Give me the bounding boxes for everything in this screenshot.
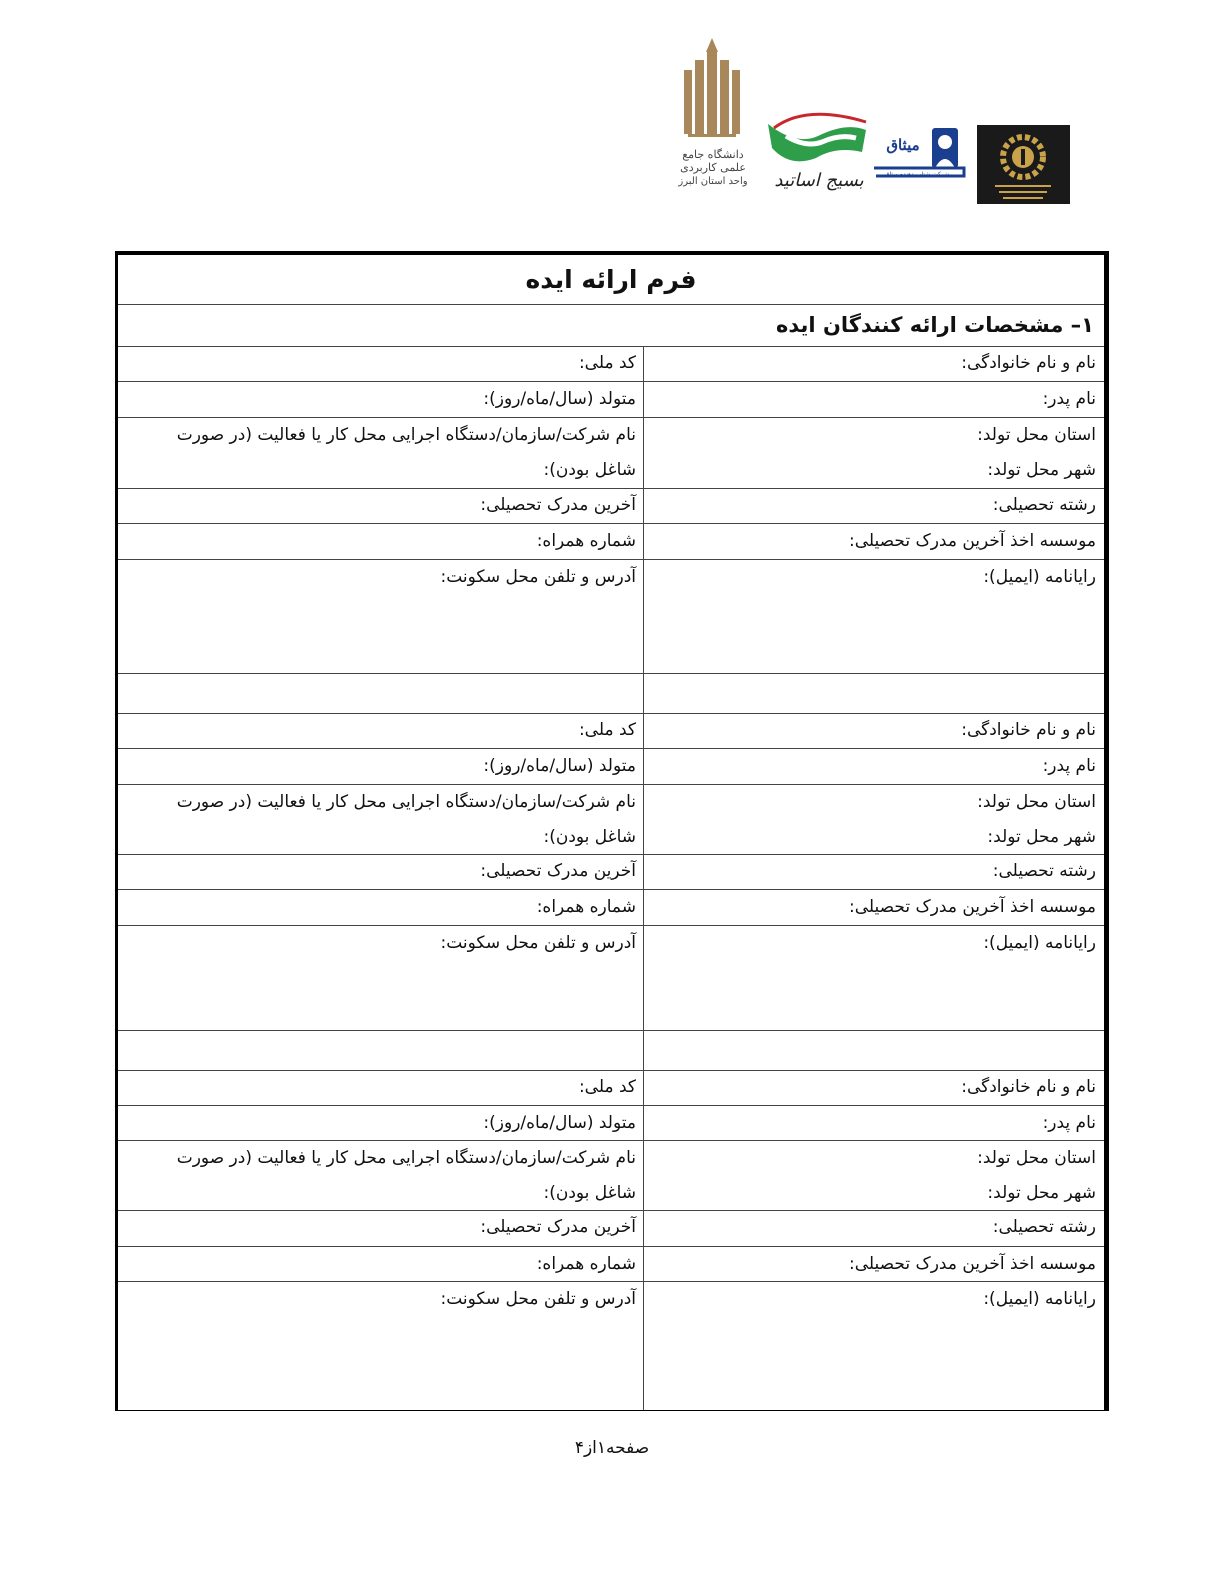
birth-date-label: متولد (سال/ماه/روز): — [483, 1113, 636, 1133]
full-name-label: نام و نام خانوادگی: — [961, 720, 1096, 740]
person-2-row-name — [118, 714, 1104, 749]
employer-label-line1: نام شرکت/سازمان/دستگاه اجرایی محل کار یا فعالیت (در صورت — [176, 1148, 636, 1168]
birth-place-field[interactable] — [643, 1141, 1104, 1210]
employer-label-line1: نام شرکت/سازمان/دستگاه اجرایی محل کار یا فعالیت (در صورت — [176, 425, 636, 445]
full-name-field[interactable] — [643, 347, 1104, 381]
national-code-label: کد ملی: — [578, 1077, 636, 1097]
full-name-label: نام و نام خانوادگی: — [961, 1077, 1096, 1097]
field-of-study-field[interactable] — [643, 489, 1104, 523]
email-field[interactable] — [643, 1282, 1104, 1410]
institution-label: موسسه اخذ آخرین مدرک تحصیلی: — [848, 531, 1096, 551]
last-degree-label: آخرین مدرک تحصیلی: — [480, 861, 636, 881]
uast-logo-text-1: دانشگاه جامع علمی کاربردی — [680, 148, 746, 174]
spacer-cell — [643, 1031, 1104, 1070]
birth-place-field[interactable] — [643, 418, 1104, 488]
field-of-study-label: رشته تحصیلی: — [992, 861, 1096, 881]
birth-city-label: شهر محل تولد: — [987, 460, 1096, 480]
mobile-label: شماره همراه: — [536, 897, 636, 917]
person-1-row-institution — [118, 524, 1104, 560]
misagh-logo-title: میثاق — [886, 136, 920, 154]
basij-logo-text: بسیج اساتید — [774, 170, 864, 191]
father-name-label: نام پدر: — [1042, 1113, 1096, 1133]
person-1-row-father — [118, 382, 1104, 418]
email-field[interactable] — [643, 560, 1104, 673]
spacer-cell — [118, 674, 646, 713]
spacer-row-1 — [118, 674, 1104, 714]
employer-field[interactable] — [118, 418, 646, 488]
mobile-label: شماره همراه: — [536, 531, 636, 551]
father-name-field[interactable] — [643, 1106, 1104, 1140]
employer-label-line2: شاغل بودن): — [543, 827, 636, 847]
basij-emblem-icon — [766, 106, 872, 206]
birth-date-field[interactable] — [118, 749, 646, 784]
father-name-label: نام پدر: — [1042, 389, 1096, 409]
misagh-logo — [872, 124, 972, 184]
person-1-row-contact — [118, 560, 1104, 674]
employer-label-line2: شاغل بودن): — [543, 1183, 636, 1203]
field-of-study-label: رشته تحصیلی: — [992, 495, 1096, 515]
father-name-field[interactable] — [643, 749, 1104, 784]
field-of-study-label: رشته تحصیلی: — [992, 1217, 1096, 1237]
father-name-label: نام پدر: — [1042, 756, 1096, 776]
employer-label-line2: شاغل بودن): — [543, 460, 636, 480]
national-code-field[interactable] — [118, 714, 646, 748]
uast-logo-text-2: واحد استان البرز — [678, 176, 748, 187]
mobile-field[interactable] — [118, 1247, 646, 1281]
person-1-row-name — [118, 347, 1104, 382]
last-degree-field[interactable] — [118, 1211, 646, 1246]
address-phone-label: آدرس و تلفن محل سکونت: — [440, 1289, 636, 1309]
person-3-row-father — [118, 1106, 1104, 1141]
birth-province-label: استان محل تولد: — [977, 1148, 1096, 1168]
person-2-row-father — [118, 749, 1104, 785]
spacer-cell — [643, 674, 1104, 713]
birth-province-label: استان محل تولد: — [977, 792, 1096, 812]
mobile-label: شماره همراه: — [536, 1254, 636, 1274]
institution-field[interactable] — [643, 890, 1104, 925]
mobile-field[interactable] — [118, 524, 646, 559]
institution-label: موسسه اخذ آخرین مدرک تحصیلی: — [848, 897, 1096, 917]
person-1-row-study — [118, 489, 1104, 524]
birth-city-label: شهر محل تولد: — [987, 827, 1096, 847]
page-number: صفحه۱از۴ — [574, 1438, 650, 1458]
birth-date-label: متولد (سال/ماه/روز): — [483, 389, 636, 409]
employer-field[interactable] — [118, 785, 646, 854]
email-label: رایانامه (ایمیل): — [983, 1289, 1096, 1309]
last-degree-label: آخرین مدرک تحصیلی: — [480, 495, 636, 515]
full-name-field[interactable] — [643, 1071, 1104, 1105]
institution-field[interactable] — [643, 1247, 1104, 1281]
birth-date-field[interactable] — [118, 1106, 646, 1140]
misagh-logo-subtitle: شرکت شتاب دهنده میثاق — [884, 171, 950, 178]
email-field[interactable] — [643, 926, 1104, 1030]
person-2-row-study — [118, 855, 1104, 890]
address-phone-field[interactable] — [118, 1282, 646, 1410]
basij-asatid-logo — [766, 106, 872, 206]
person-3-row-institution — [118, 1247, 1104, 1282]
national-code-label: کد ملی: — [578, 353, 636, 373]
form-title-row — [118, 255, 1104, 305]
spacer-row-2 — [118, 1031, 1104, 1071]
last-degree-field[interactable] — [118, 489, 646, 523]
employer-field[interactable] — [118, 1141, 646, 1210]
person-2-row-birthplace — [118, 785, 1104, 855]
field-of-study-field[interactable] — [643, 1211, 1104, 1246]
form-title: فرم ارائه ایده — [525, 265, 697, 294]
address-phone-field[interactable] — [118, 926, 646, 1030]
father-name-field[interactable] — [643, 382, 1104, 417]
birth-date-label: متولد (سال/ماه/روز): — [483, 756, 636, 776]
spacer-cell — [118, 1031, 646, 1070]
last-degree-label: آخرین مدرک تحصیلی: — [480, 1217, 636, 1237]
birth-date-field[interactable] — [118, 382, 646, 417]
section-1-title: ۱– مشخصات ارائه کنندگان ایده — [776, 313, 1094, 337]
idea-submission-form — [115, 251, 1109, 1411]
institution-label: موسسه اخذ آخرین مدرک تحصیلی: — [848, 1254, 1096, 1274]
uast-alborz-logo — [666, 38, 758, 204]
person-3-row-birthplace — [118, 1141, 1104, 1211]
address-phone-label: آدرس و تلفن محل سکونت: — [440, 567, 636, 587]
national-code-field[interactable] — [118, 1071, 646, 1105]
address-phone-label: آدرس و تلفن محل سکونت: — [440, 933, 636, 953]
mobile-field[interactable] — [118, 890, 646, 925]
birth-province-label: استان محل تولد: — [977, 425, 1096, 445]
person-3-row-contact — [118, 1282, 1104, 1410]
national-code-field[interactable] — [118, 347, 646, 381]
employer-label-line1: نام شرکت/سازمان/دستگاه اجرایی محل کار یا فعالیت (در صورت — [176, 792, 636, 812]
last-degree-field[interactable] — [118, 855, 646, 889]
national-code-label: کد ملی: — [578, 720, 636, 740]
address-phone-field[interactable] — [118, 560, 646, 673]
email-label: رایانامه (ایمیل): — [983, 567, 1096, 587]
field-of-study-field[interactable] — [643, 855, 1104, 889]
incubator-logo — [977, 125, 1070, 204]
gear-pen-emblem-icon — [977, 125, 1070, 204]
person-2-row-contact — [118, 926, 1104, 1031]
person-2-row-institution — [118, 890, 1104, 926]
section-title-row — [118, 305, 1104, 347]
person-3-row-name — [118, 1071, 1104, 1106]
full-name-label: نام و نام خانوادگی: — [961, 353, 1096, 373]
birth-place-field[interactable] — [643, 785, 1104, 854]
birth-city-label: شهر محل تولد: — [987, 1183, 1096, 1203]
full-name-field[interactable] — [643, 714, 1104, 748]
email-label: رایانامه (ایمیل): — [983, 933, 1096, 953]
person-1-row-birthplace — [118, 418, 1104, 489]
person-3-row-study — [118, 1211, 1104, 1247]
institution-field[interactable] — [643, 524, 1104, 559]
